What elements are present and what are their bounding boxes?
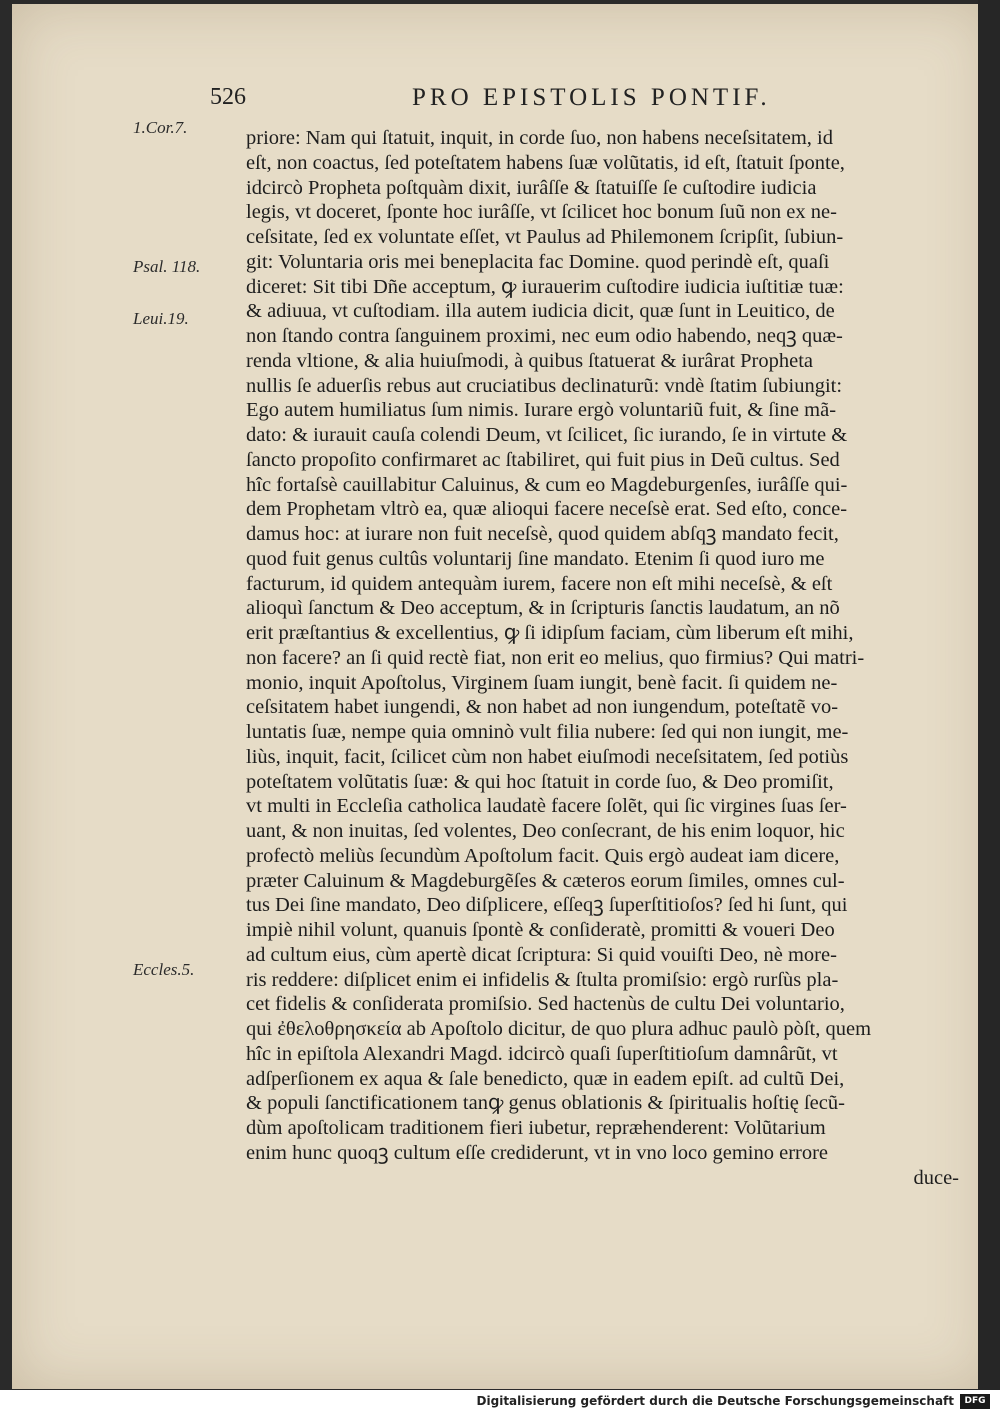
text-line: præter Caluinum & Magdeburgẽſes & cæteros eorum ſimiles, omnes cul-: [246, 869, 845, 892]
text-line: liùs, inquit, facit, ſcilicet cùm non habet eiuſmodi neceſsitatem, ſed potiùs: [246, 745, 849, 768]
text-line: ſancto propoſito confirmaret ac ſtabiliret, qui fuit pius in Deũ cultus. Sed: [246, 448, 840, 471]
text-line: dùm apoſtolicam traditionem fieri iubetur, repræhenderent: Volũtarium: [246, 1117, 826, 1139]
text-line: dem Prophetam vltrò ea, quæ alioqui facere neceſsè erat. Sed eſto, conce-: [246, 498, 848, 521]
page-header: [200, 84, 960, 124]
text-line: git: Voluntaria oris mei beneplacita fac Domine. quod perindè eſt, quaſi: [246, 250, 830, 273]
text-line: impiè nihil volunt, quanuis ſpontè & conſideratè, promitti & voueri Deo: [246, 919, 835, 941]
text-line: dato: & iurauit cauſa colendi Deum, vt ſcilicet, ſic iurando, ſe in virtute &: [246, 424, 848, 446]
page-number: 526: [210, 84, 246, 110]
text-line: adſperſionem ex aqua & ſale benedicto, quæ in eadem epiſt. ad cultũ Dei,: [246, 1067, 845, 1090]
text-line: nullis ſe aduerſis rebus aut cruciatibus declinaturũ: vndè ſtatim ſubiungit:: [246, 374, 843, 397]
margin-note-1-cor-7: 1.Cor.7.: [133, 118, 188, 137]
text-line: & populi ſanctificationem tanꝙ genus oblationis & ſpiritualis hoſtię ſecũ-: [246, 1092, 845, 1115]
text-line: monio, inquit Apoſtolus, Virginem ſuam iungit, benè facit. ſi quidem ne-: [246, 671, 838, 694]
text-line: renda vltione, & alia huiuſmodi, à quibus ſtatuerat & iurârat Propheta: [246, 349, 814, 372]
text-line: qui ἐθελοθρησκεία ab Apoſtolo dicitur, de quo plura adhuc paulò pòſt, quem: [246, 1018, 872, 1040]
text-line: Ego autem humiliatus ſum nimis. Iurare ergò voluntariũ fuit, & ſine mã-: [246, 399, 837, 422]
text-line: idcircò Propheta poſtquàm dixit, iurâſſe & ſtatuiſſe ſe cuſtodire iudicia: [246, 176, 817, 199]
text-line: ceſsitatem habet iungendi, & non habet ad non iungendum, poteſtatẽ vo-: [246, 696, 839, 719]
catchword: duce-: [913, 1166, 959, 1189]
margin-note-eccles-5: Eccles.5.: [133, 960, 195, 979]
text-line: hîc in epiſtola Alexandri Magd. idcircò quaſi ſuperſtitioſum damnârũt, vt: [246, 1042, 838, 1065]
margin-note-leui-19: Leui.19.: [133, 309, 189, 328]
text-line: eſt, non coactus, ſed poteſtatem habens ſuæ volũtatis, id eſt, ſtatuit ſponte,: [246, 151, 845, 174]
text-line: uant, & non inuitas, ſed volentes, Deo conſecrant, de his enim loquor, hic: [246, 820, 845, 842]
text-line: vt multi in Eccleſia catholica laudatè facere ſolẽt, qui ſic virgines ſuas ſer-: [246, 795, 847, 818]
margin-note-psal-118: Psal. 118.: [133, 257, 201, 276]
text-line: luntatis ſuæ, nempe quia omninò vult filia nubere: ſed qui non iungit, me-: [246, 721, 849, 743]
text-line: non facere? an ſi quid rectè fiat, non erit eo melius, quo firmius? Qui matri-: [246, 646, 865, 669]
text-line: tus Dei ſine mandato, Deo diſplicere, eſſeqꝫ ſuperſtitioſos? ſed hi ſunt, qui: [246, 894, 848, 917]
text-line: legis, vt doceret, ſponte hoc iurâſſe, vt ſcilicet hoc bonum ſuũ non ex ne-: [246, 201, 837, 224]
text-line: damus hoc: at iurare non fuit neceſsè, quod quidem abſqꝫ mandato fecit,: [246, 523, 839, 545]
running-head: PRO EPISTOLIS PONTIF.: [412, 84, 771, 111]
text-line: poteſtatem volũtatis ſuæ: & qui hoc ſtatuit in corde ſuo, & Deo promiſit,: [246, 770, 834, 793]
footer-bar: [0, 1390, 1000, 1414]
scan-edge: [978, 0, 1000, 1390]
text-line: hîc fortaſsè cauillabitur Caluinus, & cum eo Magdeburgenſes, iurâſſe qui-: [246, 473, 848, 496]
text-line: profectò meliùs ſecundùm Apoſtolum facit. Quis ergò audeat iam dicere,: [246, 844, 840, 867]
text-line: non ſtando contra ſanguinem proximi, nec eum odio habendo, neqꝫ quæ-: [246, 325, 843, 347]
text-line: cet fidelis & conſiderata promiſsio. Sed hactenùs de cultu Dei voluntario,: [246, 993, 845, 1016]
body-text: [246, 126, 971, 1190]
text-line: erit præſtantius & excellentius, ꝙ ſi idipſum faciam, cùm liberum eſt mihi,: [246, 622, 854, 644]
text-line: ceſsitate, ſed ex voluntate eſſet, vt Paulus ad Philemonem ſcripſit, ſubiun-: [246, 226, 844, 248]
dfg-logo: DFG: [960, 1394, 990, 1409]
text-line: enim hunc quoqꝫ cultum eſſe crediderunt, vt in vno loco gemino errore: [246, 1141, 829, 1164]
text-line: priore: Nam qui ſtatuit, inquit, in corde ſuo, non habens neceſsitatem, id: [246, 127, 833, 149]
text-line: facturum, id quidem antequàm iurem, facere non eſt mihi neceſsè, & eſt: [246, 572, 833, 595]
text-line: quod fuit genus cultûs voluntarij ſine mandato. Etenim ſi quod iuro me: [246, 547, 825, 570]
text-line: & adiuua, vt cuſtodiam. illa autem iudicia dicit, quæ ſunt in Leuitico, de: [246, 300, 835, 323]
text-line: ris reddere: diſplicet enim ei infidelis & ſtulta promiſsio: ergò rurſùs pla-: [246, 968, 839, 991]
text-line: ad cultum eius, cùm apertè dicat ſcriptura: Si quid vouiſti Deo, nè more-: [246, 943, 837, 966]
text-line: diceret: Sit tibi Dñe acceptum, ꝙ iurauerim cuſtodire iudicia iuſtitiæ tuæ:: [246, 275, 844, 298]
funding-credit: Digitalisierung gefördert durch die Deutsche Forschungsgemeinschaft: [476, 1394, 954, 1408]
text-line: alioquì ſanctum & Deo acceptum, & in ſcripturis ſanctis laudatum, an nõ: [246, 597, 840, 620]
